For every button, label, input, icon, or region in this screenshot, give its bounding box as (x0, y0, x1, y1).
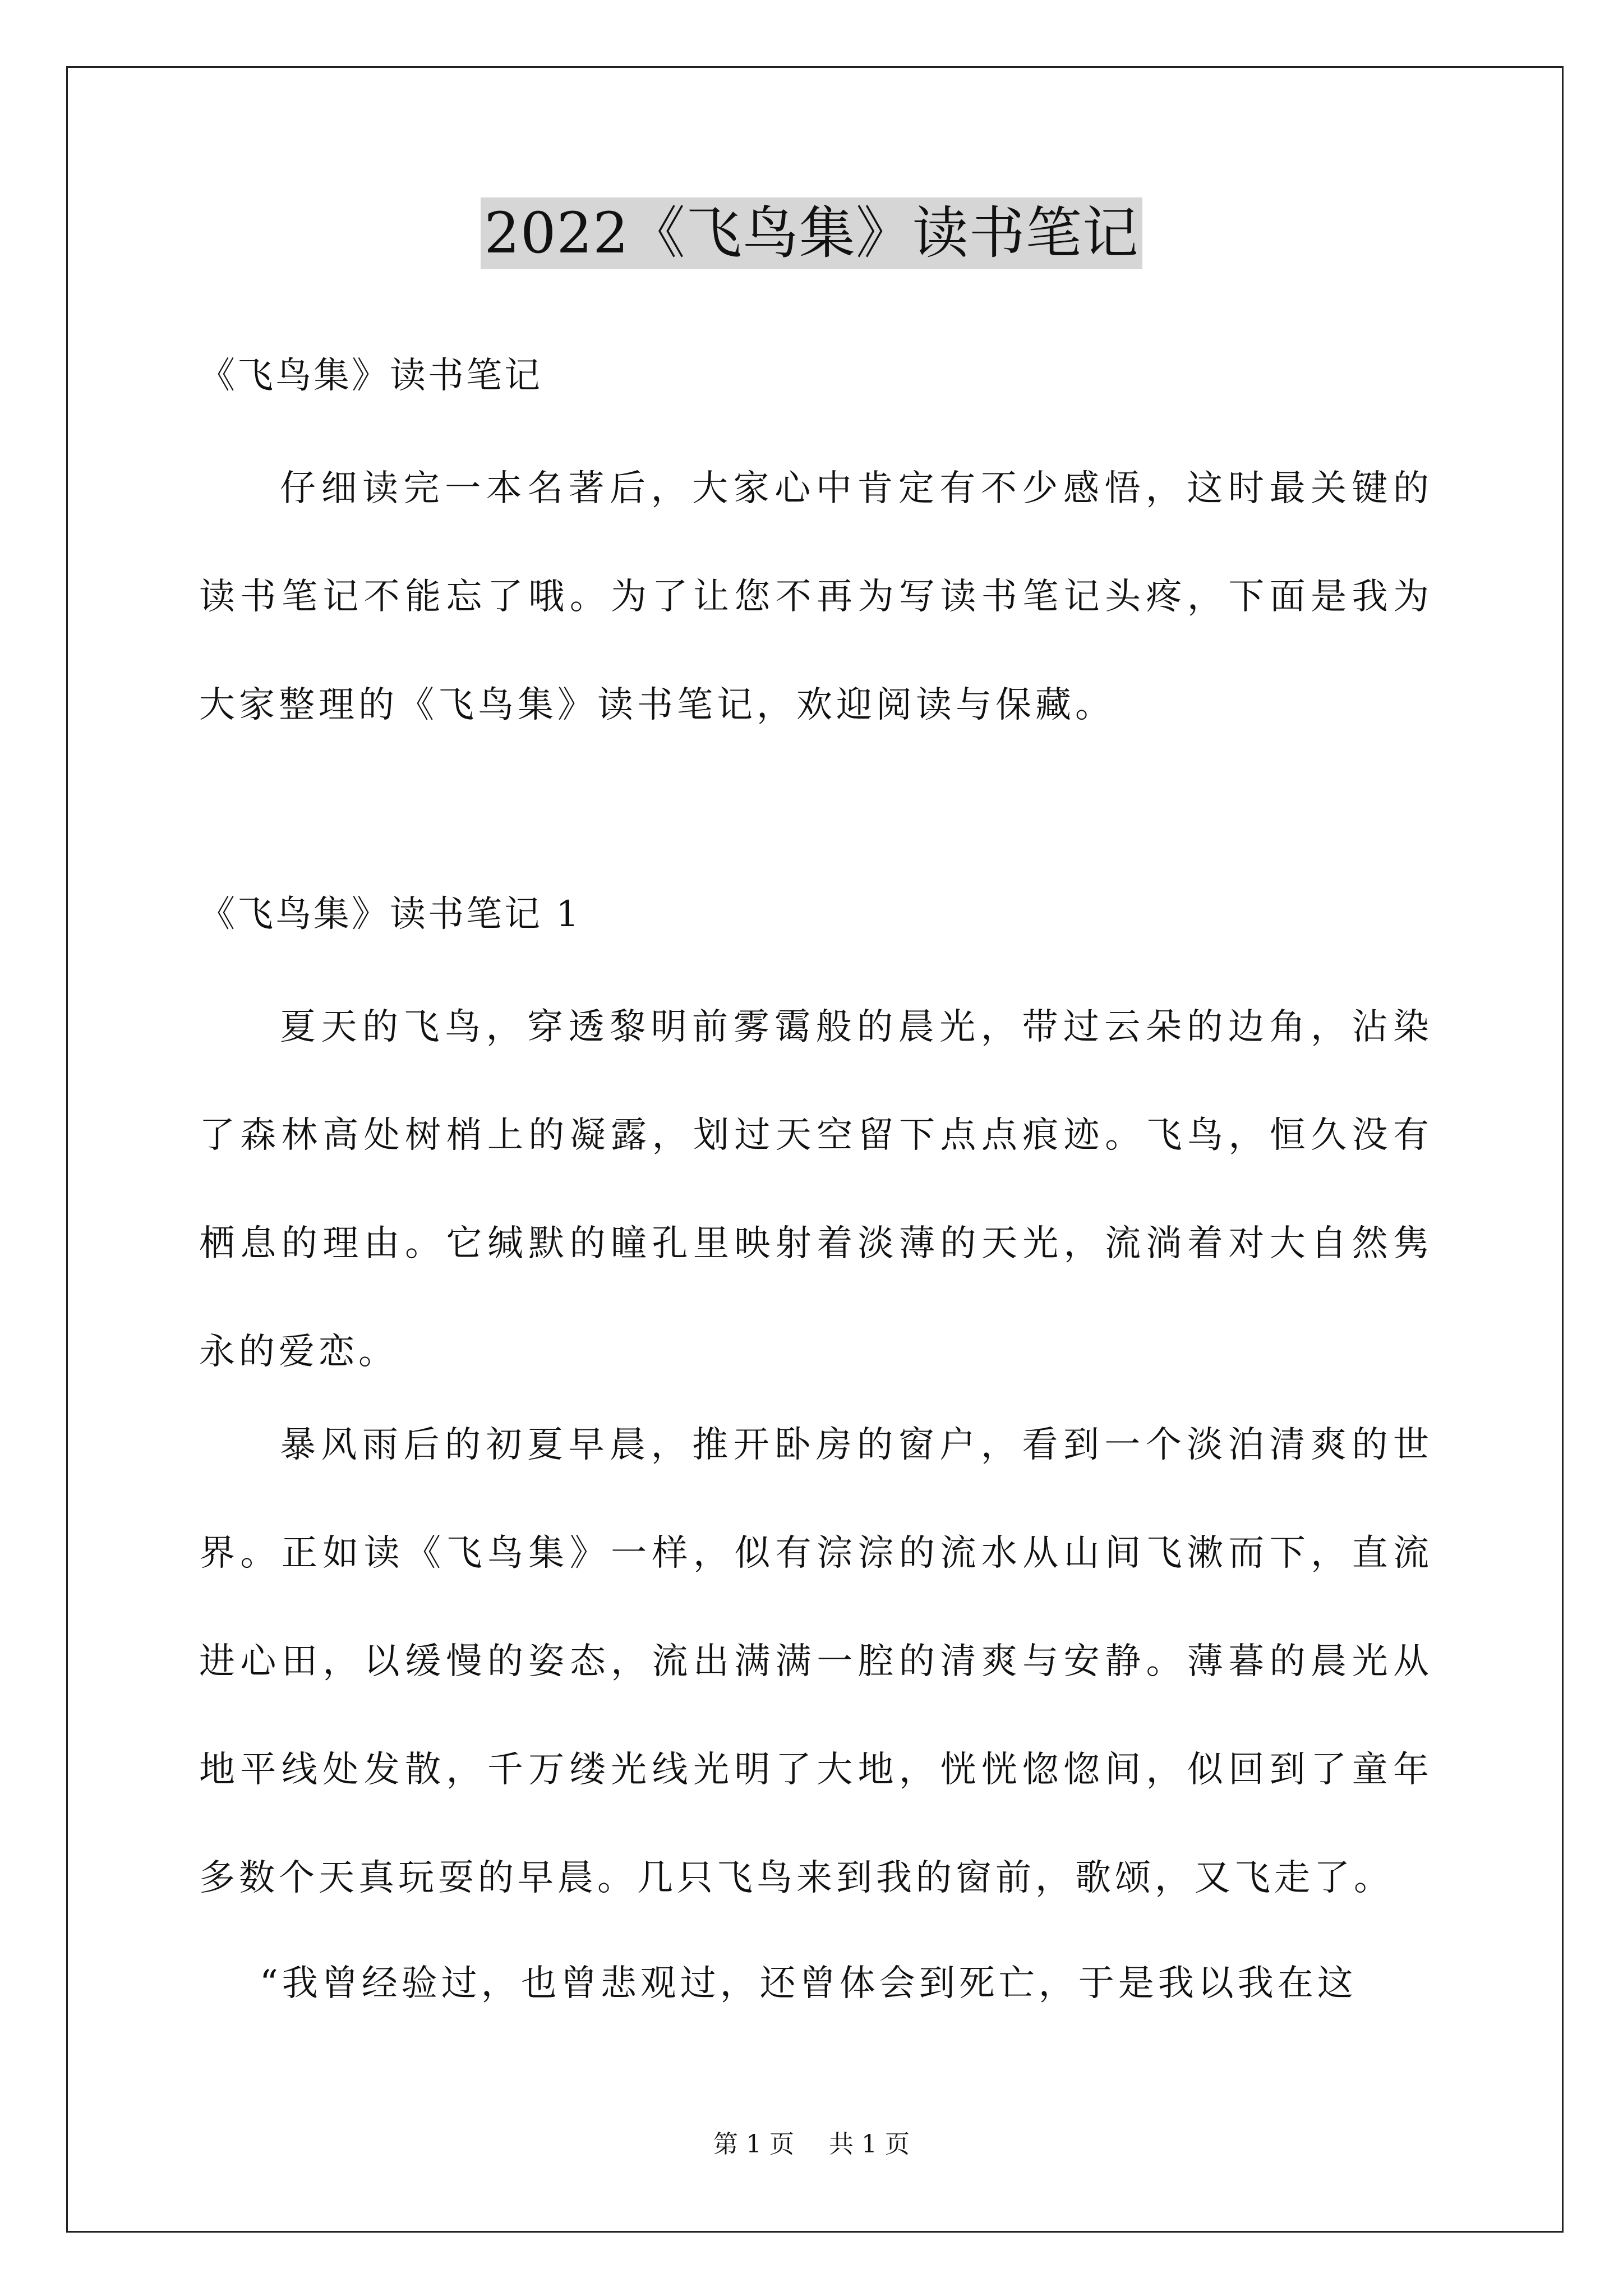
page-number-total: 共 1 页 (829, 2130, 910, 2159)
section1-paragraph-2: 暴风雨后的初夏早晨，推开卧房的窗户，看到一个淡泊清爽的世界。正如读《飞鸟集》一样，似有淙淙的流水从山间飞漱而下，直流进心田，以缓慢的姿态，流出满满一腔的清爽与安静。薄暮的晨光从地平线处发散，千万缕光线光明了大地，恍恍惚惚间，似回到了童年多数个天真玩耍的早晨。几只飞鸟来到我的窗前，歌颂，又飞走了。 (199, 1424, 1433, 1899)
section1-paragraph-3: “我曾经验过，也曾悲观过，还曾体会到死亡，于是我以我在这 (260, 1963, 1357, 2004)
page-footer (0, 2129, 1623, 2160)
title-container (0, 197, 1623, 269)
page-number-current: 第 1 页 (713, 2130, 794, 2159)
intro-heading: 《飞鸟集》读书笔记 (199, 355, 542, 397)
section1-heading: 《飞鸟集》读书笔记 1 (199, 894, 582, 935)
section1-paragraph-1: 夏天的飞鸟，穿透黎明前雾霭般的晨光，带过云朵的边角，沾染了森林高处树梢上的凝露，划过天空留下点点痕迹。飞鸟，恒久没有栖息的理由。它缄默的瞳孔里映射着淡薄的天光，流淌着对大自然隽永的爱恋。 (199, 1006, 1433, 1373)
intro-paragraph: 仔细读完一本名著后，大家心中肯定有不少感悟，这时最关键的读书笔记不能忘了哦。为了让您不再为写读书笔记头疼，下面是我为大家整理的《飞鸟集》读书笔记，欢迎阅读与保藏。 (199, 468, 1433, 726)
document-title: 2022《飞鸟集》读书笔记 (481, 197, 1142, 269)
